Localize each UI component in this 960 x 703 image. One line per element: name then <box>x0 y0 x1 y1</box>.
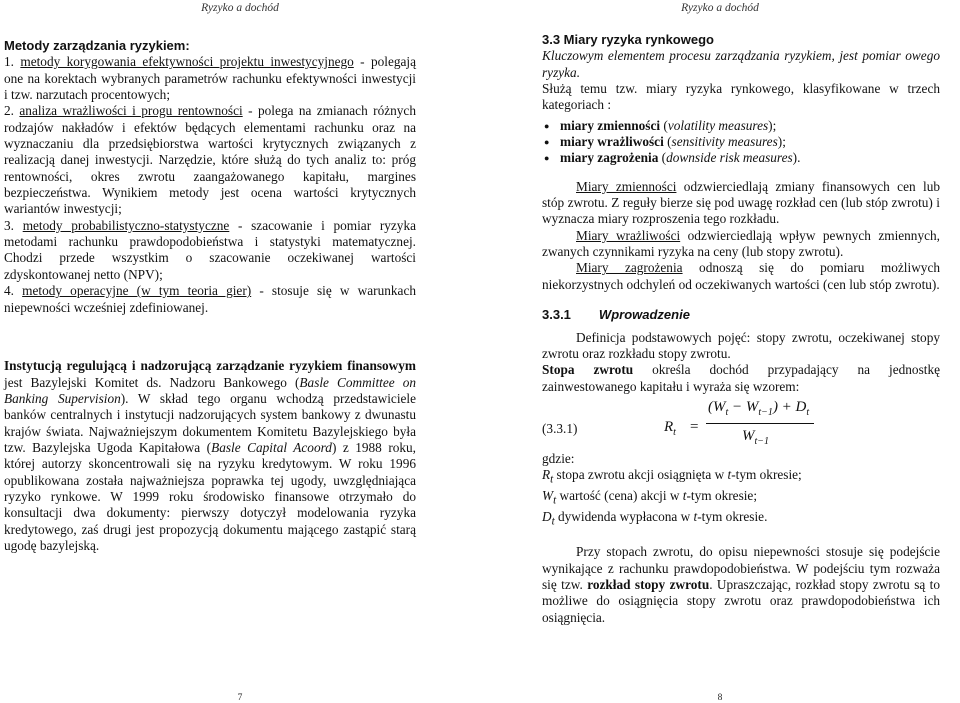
method-name: metody operacyjne (w tym teoria gier) <box>22 283 252 299</box>
method-text: - polegają one na korektach wybranych parametrów rachunku efektywności inwestycji i tzw. narzutach procentowych; <box>4 54 416 103</box>
formula-denominator <box>742 428 769 450</box>
text-run: dywidenda wypłacona w <box>554 509 694 525</box>
method-text: - szacowanie i pomiar ryzyka metodami rachunku prawdopodobieństwa i statystyki matematycznej. Chodzi przede wszystkim o szacowanie oczekiwanej wartości zdyskontowanej netto (NPV); <box>4 217 417 282</box>
italic-term: volatility measures <box>667 117 769 133</box>
equals-sign: = <box>690 418 699 435</box>
formula-numerator <box>708 399 809 421</box>
bold-term: miary zmienności <box>560 117 661 133</box>
italic-term: Basle Capital Acoord <box>211 440 332 456</box>
definitions-intro: Definicja podstawowych pojęć: stopy zwrotu, oczekiwanej stopy zwrotu oraz rozkładu stopy zwrotu. <box>542 329 940 361</box>
text-run: ); <box>768 117 777 133</box>
method-text: - stosuje się w warunkach niepewności wcześniej zdefiniowanej. <box>4 283 416 315</box>
text-run: -tym okresie; <box>731 467 802 483</box>
text-run: odzwierciedlają wpływ pewnych zmiennych, zwanych czynnikami ryzyka na ceny (lub stopy zwrotu). <box>542 227 940 260</box>
methods-list <box>4 54 416 316</box>
list-item <box>4 283 416 316</box>
method-name: analiza wrażliwości i progu rentowności <box>19 103 243 119</box>
symbol: R <box>542 467 551 483</box>
method-name: metody korygowania efektywności projektu inwestycyjnego <box>20 54 354 70</box>
right-page <box>480 0 960 702</box>
methods-section <box>4 38 416 316</box>
subscript: t <box>553 494 557 507</box>
text-run: jest Bazylejski Komitet ds. Nadzoru Bankowego ( <box>4 374 300 390</box>
text-run: ) z 1988 roku, której autorzy skoncentrowali się na ryzyku kredytowym. W roku 1996 opublikowana została najważniejsza poprawka tej ugody, uwzględniająca ryzyko rynkowe. W 1999 roku środowisko finansowe otrzymało do konsultacji dwa dokumenty: pierwszy dotyczył modelowania ryzyka kredytowego, zaś drugi jest propozycją dokumentu mającego zastąpić starą ugodę bazylejską. <box>4 440 417 554</box>
running-head: Ryzyko a dochód <box>201 2 279 14</box>
text-run: Przy stopach zwrotu, do opisu niepewności stosuje się podejście wynikające z rachunku prawdopodobieństwa. W podejściu tym rozważa się tzw. <box>542 544 940 592</box>
subscript: t−1 <box>758 406 773 418</box>
symbol: − W <box>728 398 759 415</box>
bold-term: miary wrażliwości <box>560 134 664 150</box>
item-number: 1. <box>4 54 14 70</box>
item-number: 3. <box>4 217 14 233</box>
symbol: t <box>693 509 698 525</box>
list-item <box>4 218 416 283</box>
measure-categories-list <box>542 118 940 167</box>
symbol: W <box>542 488 554 504</box>
downside-paragraph <box>542 260 940 293</box>
text-run: stopa zwrotu akcji osiągnięta w <box>553 467 728 483</box>
text-run: ). <box>792 150 801 166</box>
running-head: Ryzyko a dochód <box>681 2 759 14</box>
fraction-bar <box>706 423 814 424</box>
text-run: ); <box>777 134 786 150</box>
text-run: -tym okresie; <box>686 488 758 504</box>
symbol: (W <box>708 398 726 415</box>
distribution-paragraph <box>542 544 940 626</box>
section-heading: 3.3 Miary ryzyka rynkowego <box>542 32 714 47</box>
subscript: t <box>551 515 555 528</box>
underlined-term: Miary zmienności <box>576 178 677 194</box>
symbol: R <box>664 418 674 435</box>
method-name: metody probabilistyczno-statystyczne <box>22 217 230 233</box>
item-number: 2. <box>4 103 14 119</box>
list-item: ● miary wrażliwości (sensitivity measures); <box>542 134 940 150</box>
subscript: t <box>806 406 810 418</box>
text-run: . Upraszczając, rozkład stopy zwrotu są to możliwe do osiągnięcia stopy zwrotu oraz prawdopodobieństwa ich osiągnięcia. <box>542 576 940 625</box>
definition-row <box>542 509 940 530</box>
definition-row <box>542 488 940 509</box>
page-number: 8 <box>717 693 723 703</box>
formula-lhs <box>664 419 676 441</box>
text-run: odnoszą się do pomiaru możliwych niekorzystnych odchyleń od oczekiwanych wartości (cen lub stóp zwrotu). <box>542 260 940 292</box>
volatility-paragraph <box>542 179 940 228</box>
bold-term: Stopa zwrotu <box>542 362 634 378</box>
equation-block <box>542 395 940 451</box>
method-text: - polega na zmianach różnych rodzajów nakładów i efektów będących elementami rachunku oraz na wyznaczaniu dla przedsiębiorstwa wartości krytycznych związanych z realizacją danej inwestycji. Narzędzie, które służą do tych analiz to: próg rentowności, okres zwrotu zaangażowanego kapitału, margines bezpieczeństwa. Wynikiem metody jest ocena wartości krytycznych wariantów inwestycji; <box>4 103 416 217</box>
text-run: ). W skład tego organu wchodzą przedstawiciele banków centralnych i instytucji nadzorujących system bankowy z dwunastu krajów świata. Najważniejszym dokumentem Komitetu Bazylejskiego była tzw. Bazylejska Ugoda Kapitałowa ( <box>4 390 417 456</box>
left-page <box>0 0 480 702</box>
symbol: W <box>742 427 755 444</box>
item-number: 4. <box>4 283 14 299</box>
list-item <box>4 54 416 103</box>
text-run: -tym okresie. <box>697 509 768 525</box>
bold-term: miary zagrożenia <box>560 150 659 166</box>
equation-label: (3.3.1) <box>542 420 578 436</box>
list-item: ● miary zmienności (volatility measures); <box>542 118 940 134</box>
market-risk-section <box>542 32 940 626</box>
institutions-paragraph <box>4 358 416 554</box>
list-item: ● miary zagrożenia (downside risk measures). <box>542 150 940 166</box>
symbol-definitions <box>542 451 940 530</box>
intro-paragraph: Służą temu tzw. miary ryzyka rynkowego, klasyfikowane w trzech kategoriach : <box>542 81 940 113</box>
subsection-title: Wprowadzenie <box>598 307 690 323</box>
italic-term: downside risk measures <box>666 150 793 166</box>
key-sentence: Kluczowym elementem procesu zarządzania ryzykiem, jest pomiar owego ryzyka. <box>542 48 940 80</box>
list-item <box>4 103 416 217</box>
underlined-term: Miary zagrożenia <box>576 260 683 276</box>
subscript: t <box>673 426 676 438</box>
italic-term: sensitivity measures <box>671 134 778 150</box>
bold-lead: Instytucją regulującą i nadzorującą zarządzanie ryzykiem finansowym <box>4 358 416 374</box>
text-run: określa dochód przypadający na jednostkę zainwestowanego kapitału i wyraża się wzorem: <box>542 362 940 394</box>
definition-row <box>542 467 940 488</box>
text-run: odzwierciedlają zmiany finansowych cen lub stóp zwrotu. Z reguły bierze się pod uwagę rozkład cen (lub stóp zwrotu) i wyznacza miary rozproszenia tego rozkładu. <box>542 178 940 227</box>
where-label: gdzie: <box>542 450 575 466</box>
bold-term: rozkład stopy zwrotu <box>587 576 710 592</box>
underlined-term: Miary wrażliwości <box>576 227 681 243</box>
methods-heading: Metody zarządzania ryzykiem: <box>4 38 190 53</box>
symbol: t <box>682 488 687 504</box>
symbol: D <box>542 509 552 525</box>
subsection-number: 3.3.1 <box>542 307 571 323</box>
subsection-heading <box>542 307 940 323</box>
subscript: t <box>725 406 729 418</box>
return-definition <box>542 362 940 395</box>
text-run: wartość (cena) akcji w <box>556 488 683 504</box>
sensitivity-paragraph <box>542 228 940 261</box>
symbol: t <box>727 467 732 483</box>
italic-term: Basle Committee on Banking Supervision <box>4 374 416 406</box>
page-number: 7 <box>237 693 243 703</box>
subscript: t−1 <box>754 435 770 447</box>
symbol: ) + D <box>772 398 807 415</box>
subscript: t <box>550 473 554 486</box>
